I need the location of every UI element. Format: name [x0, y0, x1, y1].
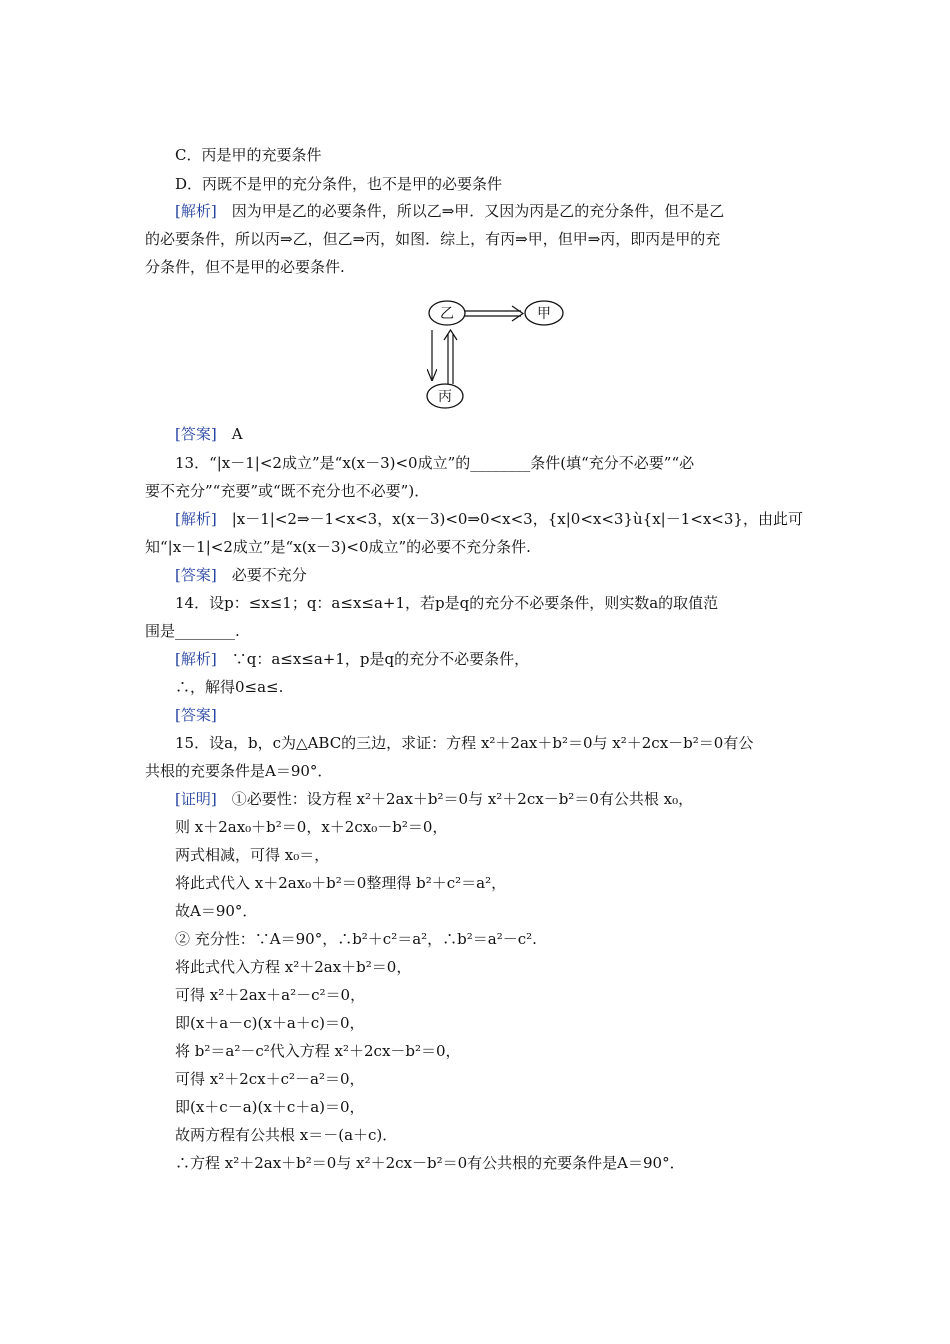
text-segment: 即(x＋c－a)(x＋c＋a)＝0，	[175, 1098, 365, 1116]
text-segment: 故两方程有公共根 x＝－(a＋c)．	[175, 1126, 398, 1144]
text-line	[145, 761, 332, 781]
text-segment: A	[216, 425, 243, 443]
text-segment: 知“|x－1|<2成立”是“x(x－3)<0成立”的必要不充分条件.	[145, 538, 531, 556]
text-segment: 14．设p：≤x≤1；q：a≤x≤a+1，若p是q的充分不必要条件，则实数a的取值范	[175, 594, 719, 612]
text-segment: 将此式代入 x＋2ax₀＋b²＝0整理得 b²＋c²＝a²，	[175, 874, 507, 892]
text-segment: 故A＝90°．	[175, 902, 258, 920]
text-line	[175, 649, 529, 669]
text-segment: 必要不充分	[216, 566, 307, 584]
logic-diagram-svg	[418, 292, 578, 412]
arrowhead-jia	[512, 306, 523, 321]
text-line	[175, 845, 329, 865]
text-segment: 因为甲是乙的必要条件，所以乙⇒甲．又因为丙是乙的充分条件，但不是乙	[216, 202, 725, 220]
text-line	[175, 789, 693, 809]
text-segment: 两式相减，可得 x₀＝，	[175, 846, 330, 864]
text-segment: ①必要性：设方程 x²＋2ax＋b²＝0与 x²＋2cx－b²＝0有公共根 x₀，	[216, 790, 694, 808]
text-line	[175, 1041, 461, 1061]
text-segment: 13．“|x－1|<2成立”是“x(x－3)<0成立”的________条件(填“充分不必要”“必	[175, 454, 695, 472]
text-line	[175, 1097, 365, 1117]
text-segment: 15．设a，b，c为△ABC的三边，求证：方程 x²＋2ax＋b²＝0与 x²＋2cx－b²＝0有公	[175, 734, 754, 752]
text-line	[175, 1013, 365, 1033]
section-tag: [答案]	[175, 706, 217, 724]
text-segment: 可得 x²＋2ax＋a²－c²＝0，	[175, 986, 366, 1004]
text-segment: 围是________.	[145, 622, 240, 640]
text-line	[175, 201, 724, 221]
text-segment: ∵q：a≤x≤a+1，p是q的充分不必要条件，	[216, 650, 530, 668]
node-jia-label: 甲	[537, 306, 551, 322]
section-tag: [答案]	[175, 425, 217, 443]
text-line	[145, 481, 429, 501]
text-line	[175, 901, 257, 921]
text-segment: 即(x＋a－c)(x＋a＋c)＝0，	[175, 1014, 365, 1032]
text-line	[175, 509, 803, 529]
text-line	[175, 817, 447, 837]
text-segment: 要不充分”“充要”或“既不充分也不必要”)．	[145, 482, 430, 500]
section-tag: [解析]	[175, 650, 217, 668]
text-line	[175, 174, 502, 194]
text-line	[175, 1069, 365, 1089]
node-yi-label: 乙	[440, 306, 454, 322]
arrowhead-yi	[444, 330, 457, 340]
node-bing-label: 丙	[438, 389, 452, 405]
section-tag: [答案]	[175, 566, 217, 584]
text-line	[175, 957, 411, 977]
text-line	[145, 229, 720, 249]
text-segment: 则 x＋2ax₀＋b²＝0，x＋2cx₀－b²＝0，	[175, 818, 448, 836]
text-segment: D．丙既不是甲的充分条件，也不是甲的必要条件	[175, 175, 503, 193]
text-line	[175, 873, 506, 893]
text-line	[145, 257, 345, 277]
text-segment: ∴，解得0≤a≤.	[175, 678, 284, 696]
text-line	[175, 705, 217, 725]
section-tag: [解析]	[175, 510, 217, 528]
text-line	[175, 424, 243, 444]
text-segment: ∴方程 x²＋2ax＋b²＝0与 x²＋2cx－b²＝0有公共根的充要条件是A＝90°．	[175, 1154, 685, 1172]
text-segment: 将此式代入方程 x²＋2ax＋b²＝0，	[175, 958, 412, 976]
text-line	[175, 453, 694, 473]
text-segment: |x－1|<2⇒－1<x<3，x(x－3)<0⇒0<x<3，{x|0<x<3}ù{x|－1<x<3}，由此可	[216, 510, 803, 528]
text-line	[175, 1125, 397, 1145]
text-line	[175, 145, 321, 165]
text-segment: 可得 x²＋2cx＋c²－a²＝0，	[175, 1070, 365, 1088]
section-tag: [证明]	[175, 790, 217, 808]
text-segment: ② 充分性：∵A＝90°，∴b²＋c²＝a²，∴b²＝a²－c².	[175, 930, 537, 948]
logic-diagram	[418, 292, 578, 412]
text-line	[175, 593, 718, 613]
text-line	[175, 929, 537, 949]
text-line	[175, 1153, 685, 1173]
text-segment: 的必要条件，所以丙⇒乙，但乙⇒丙，如图．综上，有丙⇒甲，但甲⇒丙，即丙是甲的充	[145, 230, 721, 248]
text-line	[175, 565, 307, 585]
section-tag: [解析]	[175, 202, 217, 220]
text-segment: 将 b²＝a²－c²代入方程 x²＋2cx－b²＝0，	[175, 1042, 461, 1060]
text-segment: C．丙是甲的充要条件	[175, 146, 322, 164]
text-segment: 共根的充要条件是A＝90°．	[145, 762, 333, 780]
text-segment: 分条件，但不是甲的必要条件.	[145, 258, 345, 276]
text-line	[145, 621, 240, 641]
text-line	[175, 677, 283, 697]
text-line	[175, 733, 753, 753]
text-line	[145, 537, 531, 557]
text-line	[175, 985, 365, 1005]
